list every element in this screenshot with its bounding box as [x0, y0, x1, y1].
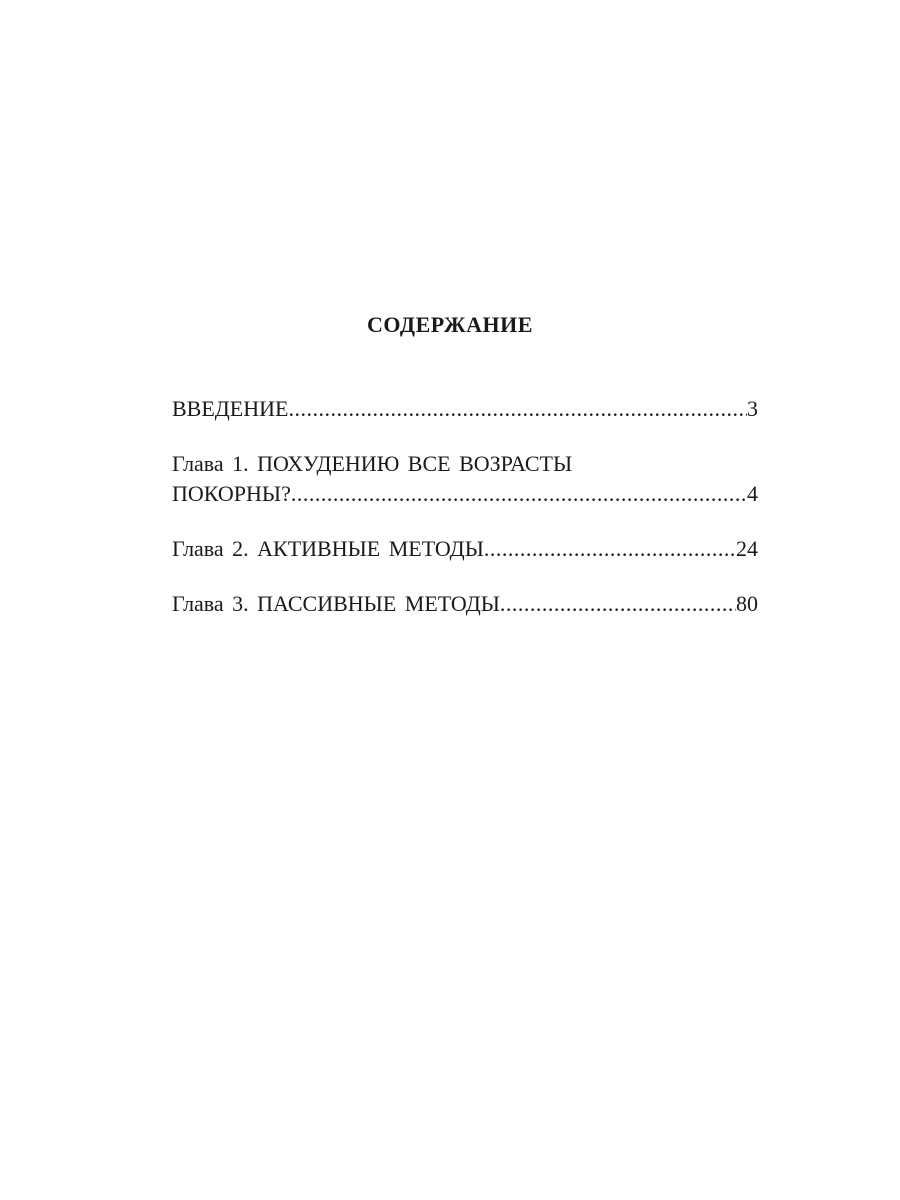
toc-entry-title-line-2: ПОКОРНЫ? [172, 481, 291, 506]
toc-leader-dots [291, 479, 747, 509]
toc-entry-title: Глава 3. ПАССИВНЫЕ МЕТОДЫ [172, 591, 500, 616]
toc-page-number: 80 [736, 591, 758, 616]
toc-entry-chapter-3[interactable] [172, 589, 758, 619]
toc-page-number: 4 [747, 481, 758, 506]
toc-title: СОДЕРЖАНИЕ [367, 312, 533, 337]
toc-entry-line [172, 394, 758, 424]
toc-entry-chapter-1[interactable] [172, 449, 758, 509]
table-of-contents [172, 394, 758, 619]
toc-leader-dots [484, 534, 736, 564]
toc-entry-title: ВВЕДЕНИЕ [172, 396, 289, 421]
toc-entry-introduction[interactable] [172, 394, 758, 424]
toc-page-number: 24 [736, 536, 758, 561]
toc-entry-title: Глава 2. АКТИВНЫЕ МЕТОДЫ [172, 536, 484, 561]
toc-leader-dots [288, 394, 747, 424]
toc-entry-line [172, 479, 758, 509]
toc-leader-dots [500, 589, 736, 619]
toc-entry-chapter-2[interactable] [172, 534, 758, 564]
toc-entry-line [172, 589, 758, 619]
toc-page-number: 3 [747, 396, 758, 421]
toc-entry-line [172, 534, 758, 564]
toc-entry-title-line-1: Глава 1. ПОХУДЕНИЮ ВСЕ ВОЗРАСТЫ [172, 451, 573, 476]
